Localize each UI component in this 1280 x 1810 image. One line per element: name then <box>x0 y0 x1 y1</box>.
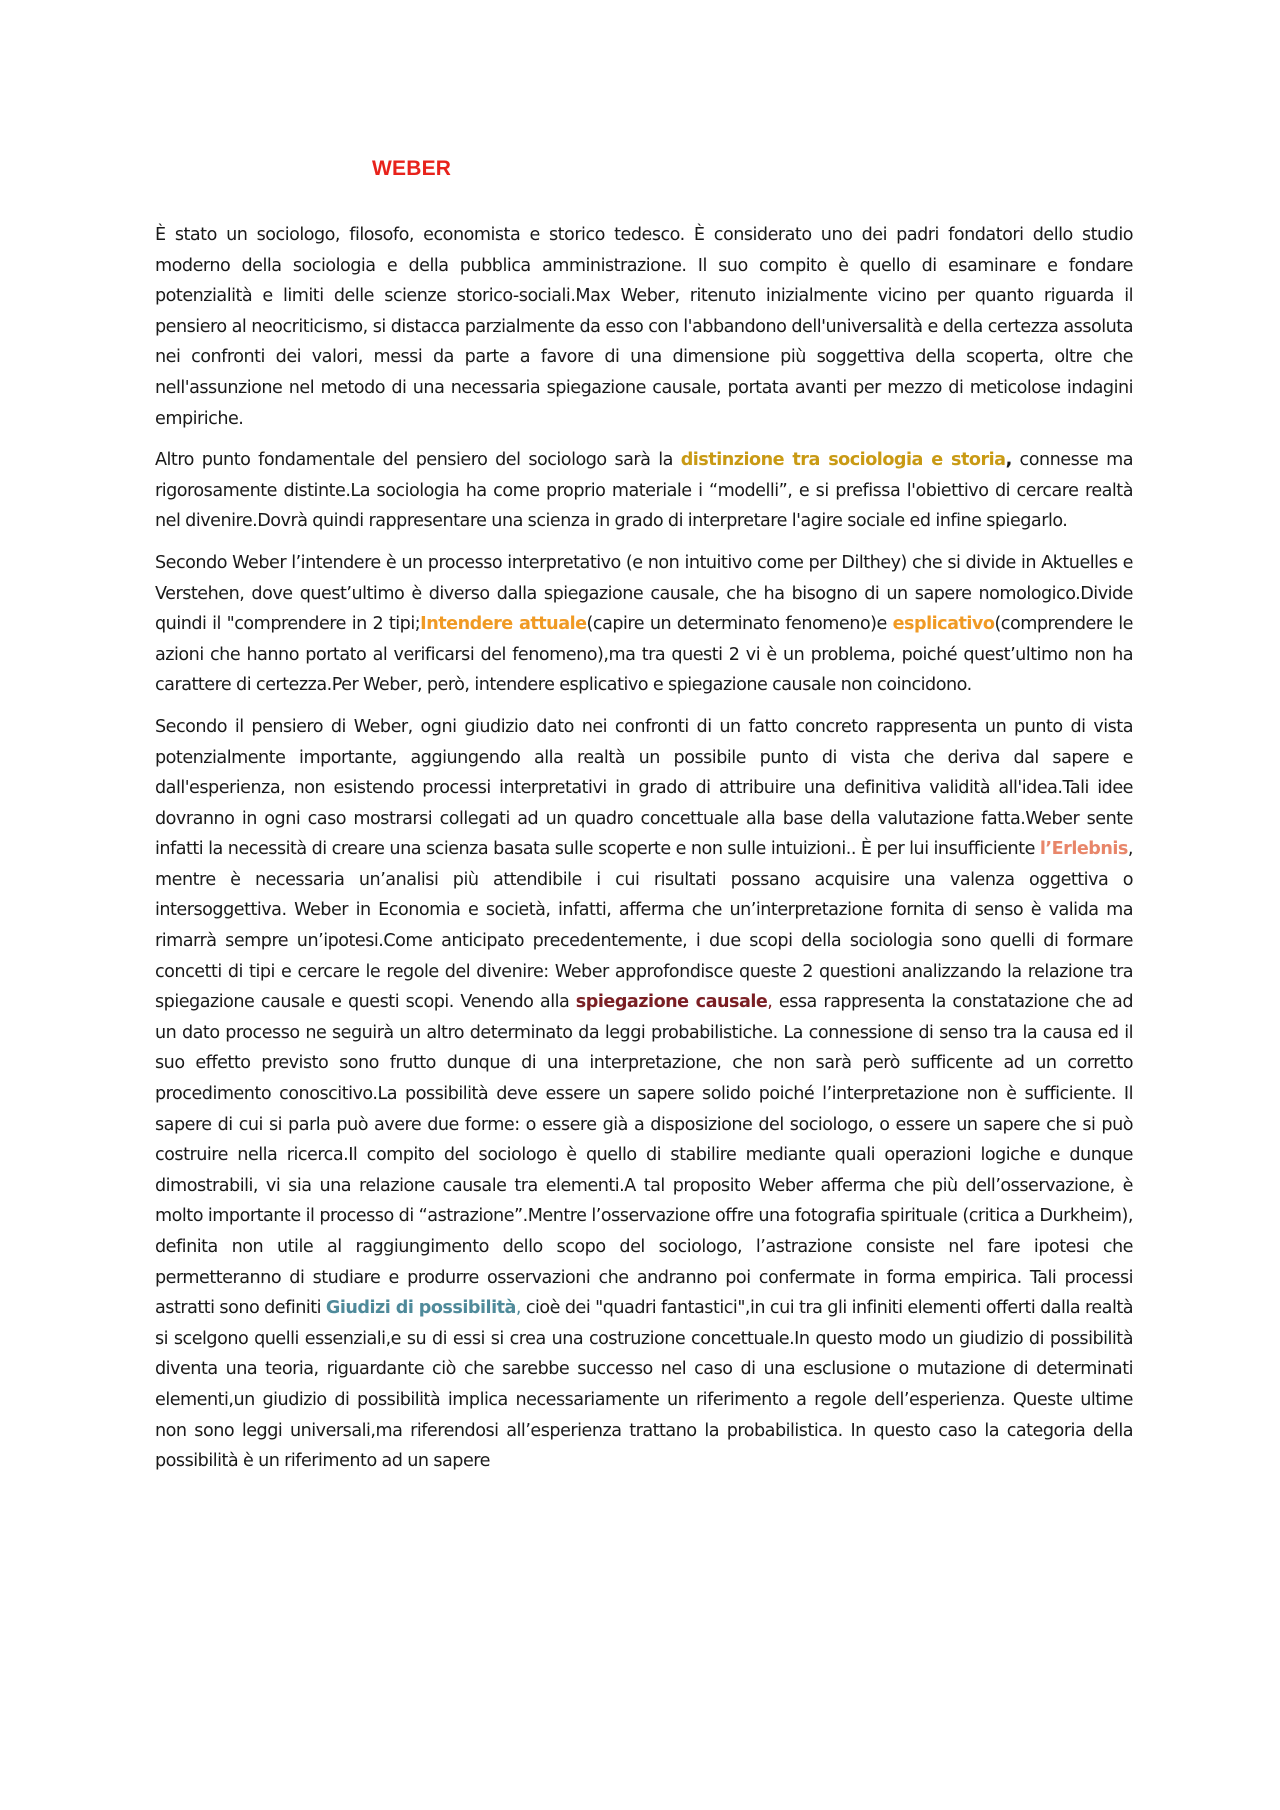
paragraph-text: essa rappresenta la constatazione che ad un dato processo ne seguirà un altro determinato da leggi probabilistiche. La connessione di senso tra la causa ed il suo effetto previsto sono frutto dunque di una interpretazione, che non sarà però sufficente ad un corretto procedimento conoscitivo.La possibilità deve essere un sapere solido poiché l’interpretazione non è sufficiente. Il sapere di cui si parla può avere due forme: o essere già a disposizione del sociologo, o essere un sapere che si può costruire nella ricerca.Il compito del sociologo è quello di stabilire mediante quali operazioni logiche e dunque dimostrabili, vi sia una relazione causale tra elementi.A tal proposito Weber afferma che più dell’osservazione, è molto importante il processo di “astrazione”.Mentre l’osservazione offre una fotografia spirituale (critica a Durkheim), definita non utile al raggiungimento dello scopo del sociologo, l’astrazione consiste nel fare ipotesi che permetteranno di studiare e produrre osservazioni che andranno poi confermate in forma empirica. Tali processi astratti sono definiti <box>155 992 1134 1319</box>
paragraph-text: Secondo il pensiero di Weber, ogni giudizio dato nei confronti di un fatto concreto rappresenta un punto di vista potenzialmente importante, aggiungendo alla realtà un possibile punto di vista che deriva dal sapere e dall'esperienza, non esistendo processi interpretativi in grado di attribuire una definitiva validità all'idea.Tali idee dovranno in ogni caso mostrarsi collegati ad un quadro concettuale alla base della valutazione fatta.Weber sente infatti la necessità di creare una scienza basata sulle scoperte e non sulle intuizioni.. È per lui insufficiente <box>155 716 1133 860</box>
highlighted-punctuation: , <box>767 992 773 1013</box>
highlighted-term: l’Erlebnis <box>1039 839 1128 860</box>
highlighted-term: spiegazione causale <box>575 992 768 1013</box>
document-title: WEBER <box>372 157 452 180</box>
paragraph <box>155 220 1133 434</box>
highlighted-term: distinzione tra sociologia e storia <box>680 450 1006 471</box>
paragraph <box>155 445 1133 537</box>
paragraph-text: Secondo Weber l’intendere è un processo interpretativo (e non intuitivo come per Dilthey) che si divide in Aktuelles e Verstehen, dove quest’ultimo è diverso dalla spiegazione causale, che ha bisogno di un sapere nomologico.Divide quindi il "comprendere in 2 tipi; <box>155 552 1133 635</box>
paragraph-text: (capire un determinato fenomeno)e <box>586 614 893 635</box>
paragraph-text: (comprendere le azioni che hanno portato al verificarsi del fenomeno),ma tra questi 2 vi è un problema, poiché quest’ultimo non ha carattere di certezza.Per Weber, però, intendere esplicativo e spiegazione causale non coincidono. <box>155 614 1133 696</box>
paragraph-text: È stato un sociologo, filosofo, economista e storico tedesco. È considerato uno dei padri fondatori dello studio moderno della sociologia e della pubblica amministrazione. Il suo compito è quello di esaminare e fondare potenzialità e limiti delle scienze storico-sociali.Max Weber, ritenuto inizialmente vicino per quanto riguarda il pensiero al neocriticismo, si distacca parzialmente da esso con l'abbandono dell'universalità e della certezza assoluta nei confronti dei valori, messi da parte a favore di una dimensione più soggettiva della scoperta, oltre che nell'assunzione nel metodo di una necessaria spiegazione causale, portata avanti per mezzo di meticolose indagini empiriche. <box>155 225 1133 429</box>
highlighted-term: Intendere attuale <box>420 614 587 635</box>
paragraph-text: connesse ma rigorosamente distinte.La sociologia ha come proprio materiale i “modelli”, e si prefissa l'obiettivo di cercare realtà nel divenire.Dovrà quindi rappresentare una scienza in grado di interpretare l'agire sociale ed infine spiegarlo. <box>155 450 1133 532</box>
highlighted-punctuation: , <box>515 1298 521 1319</box>
highlighted-punctuation: , <box>1005 450 1012 471</box>
highlighted-term: Giudizi di possibilità <box>325 1298 516 1319</box>
paragraph-text: cioè dei "quadri fantastici",in cui tra gli infiniti elementi offerti dalla realtà si scelgono quelli essenziali,e su di essi si crea una costruzione concettuale.In questo modo un giudizio di possibilità diventa una teoria, riguardante ciò che sarebbe successo nel caso di una esclusione o mutazione di determinati elementi,un giudizio di possibilità implica necessariamente un riferimento a regole dell’esperienza. Queste ultime non sono leggi universali,ma riferendosi all’esperienza trattano la probabilistica. In questo caso la categoria della possibilità è un riferimento ad un sapere <box>155 1298 1134 1472</box>
paragraph <box>155 712 1133 1477</box>
document-page <box>155 0 1133 1810</box>
paragraph <box>155 548 1133 701</box>
highlighted-term: esplicativo <box>892 614 995 635</box>
document-body <box>155 220 1133 1488</box>
paragraph-text: Altro punto fondamentale del pensiero del sociologo sarà la <box>155 450 681 471</box>
paragraph-text: , mentre è necessaria un’analisi più attendibile i cui risultati possano acquisire una valenza oggettiva o intersoggettiva. Weber in Economia e società, infatti, afferma che un’interpretazione fornita di senso è valida ma rimarrà sempre un’ipotesi.Come anticipato precedentemente, i due scopi della sociologia sono quelli di formare concetti di tipi e cercare le regole del divenire: Weber approfondisce queste 2 questioni analizzando la relazione tra spiegazione causale e questi scopi. Venendo alla <box>155 839 1133 1013</box>
